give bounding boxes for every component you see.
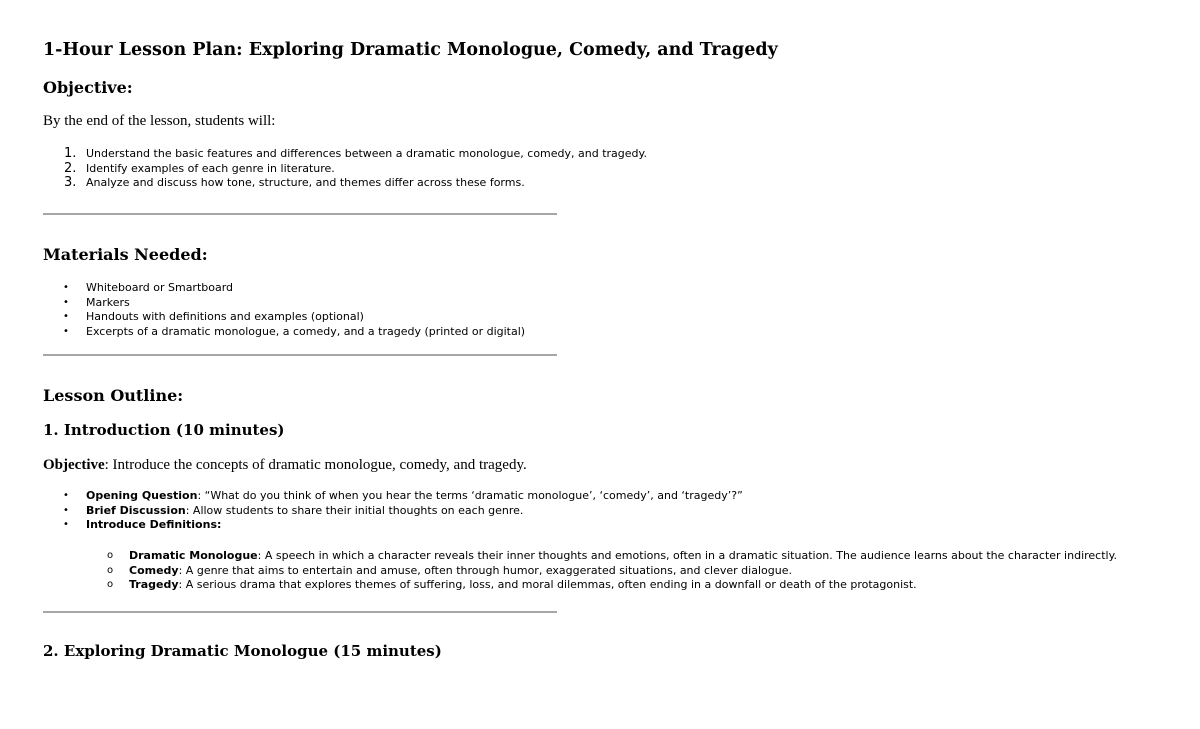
list-item: • Handouts with definitions and examples (optional) [63, 310, 364, 324]
document-title: 1-Hour Lesson Plan: Exploring Dramatic Monologue, Comedy, and Tragedy [43, 40, 778, 60]
materials-heading: Materials Needed: [43, 245, 208, 264]
list-item: 1. Understand the basic features and differences between a dramatic monologue, comedy, and tragedy. [64, 146, 647, 161]
list-item: • Excerpts of a dramatic monologue, a comedy, and a tragedy (printed or digital) [63, 324, 526, 338]
list-item: o Tragedy: A serious drama that explores themes of suffering, loss, and moral dilemmas, often ending in a downfall or death of the protagonist. [107, 578, 917, 592]
list-item: 2. Identify examples of each genre in literature. [64, 160, 335, 176]
section-divider [43, 354, 557, 356]
list-item: • Brief Discussion: Allow students to share their initial thoughts on each genre. [63, 503, 524, 517]
objective-heading: Objective: [43, 78, 133, 97]
list-item: o Comedy: A genre that aims to entertain and amuse, often through humor, exaggerated situations, and clever dialogue. [107, 563, 792, 577]
section2-heading: 2. Exploring Dramatic Monologue (15 minutes) [43, 642, 442, 660]
objective-list [43, 147, 647, 191]
definitions-list [43, 549, 1117, 593]
list-item: • Introduce Definitions: [63, 518, 222, 532]
outline-heading: Lesson Outline: [43, 386, 184, 405]
objective-intro: By the end of the lesson, students will: [43, 113, 276, 129]
section1-heading: 1. Introduction (10 minutes) [43, 421, 285, 439]
list-item: o Dramatic Monologue: A speech in which a character reveals their inner thoughts and emotions, often in a dramatic situation. The audience learns about the character indirectly. [107, 549, 1118, 562]
section-divider [43, 213, 557, 215]
list-item: • Markers [63, 295, 130, 309]
list-item: • Opening Question: “What do you think of when you hear the terms ‘dramatic monologue’, ‘comedy’, and ‘tragedy’?” [63, 489, 743, 502]
list-item: • Whiteboard or Smartboard [63, 281, 234, 294]
section-divider [43, 611, 557, 613]
materials-list [43, 281, 525, 339]
section1-objective: Objective: Introduce the concepts of dramatic monologue, comedy, and tragedy. [43, 457, 527, 473]
intro-list [43, 489, 743, 533]
list-item: 3. Analyze and discuss how tone, structure, and themes differ across these forms. [64, 175, 525, 191]
